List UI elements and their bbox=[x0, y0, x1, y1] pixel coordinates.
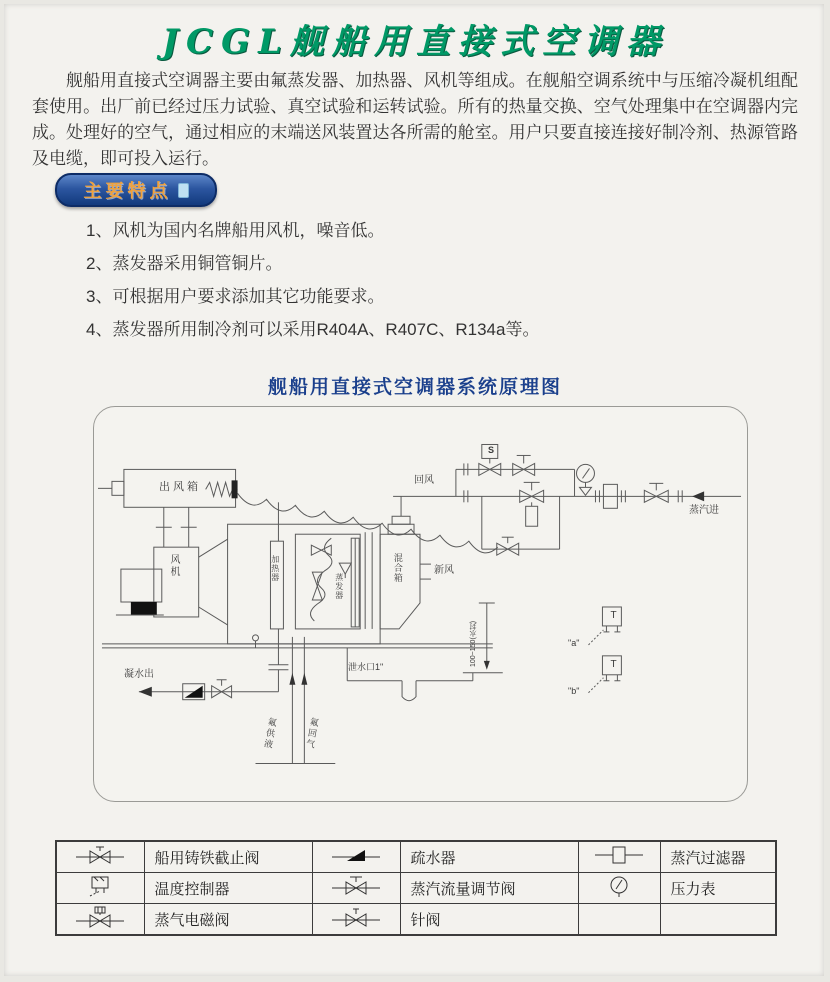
thermostat-t-symbol: T bbox=[610, 610, 617, 621]
label-fresh-air: 新风 bbox=[434, 565, 454, 576]
label-outlet-box: 出风箱 bbox=[159, 481, 201, 493]
steam-line bbox=[393, 444, 741, 555]
diagram-title: 舰船用直接式空调器系统原理图 bbox=[267, 377, 562, 398]
feature-item: 3、可根据用户要求添加其它功能要求。 bbox=[86, 287, 385, 306]
diagram-drawing bbox=[94, 407, 747, 799]
label-condensate-out: 凝水出 bbox=[124, 669, 154, 680]
stop-valve-icon bbox=[56, 841, 144, 873]
intro-paragraph: 舰船用直接式空调器主要由氟蒸发器、加热器、风机等组成。在舰船空调系统中与压缩冷凝机组配套使用。出厂前已经过压力试验、真空试验和运转试验。所有的热量交换、空气处理集中在空调器内完成。处理好的空气，通过相应的末端送风装置达各所需的舱室。用户只要直接连接好制冷剂、热源管路及电缆，即可投入运行。 bbox=[32, 71, 798, 168]
steam-in-arrow bbox=[692, 491, 704, 501]
legend-label: 蒸汽流量调节阀 bbox=[400, 873, 578, 904]
legend-label: 压力表 bbox=[660, 873, 776, 904]
legend-table bbox=[55, 840, 777, 936]
label-return-air: 回风 bbox=[414, 475, 434, 486]
steam-filter-icon bbox=[578, 841, 660, 873]
thermostat-t-symbol: T bbox=[610, 659, 617, 670]
feature-item: 1、风机为国内名牌船用风机，噪音低。 bbox=[86, 221, 385, 240]
badge-ornament-icon bbox=[178, 183, 189, 198]
flow-control-valve-shape bbox=[520, 482, 544, 526]
unit-casing bbox=[228, 524, 381, 644]
steam-hose bbox=[238, 493, 498, 553]
lower-bypass-valve-shape bbox=[497, 537, 519, 555]
label-heater: 加热器 bbox=[270, 555, 280, 582]
label-gas-return: 氟回气 bbox=[304, 716, 320, 751]
legend-row bbox=[56, 873, 776, 904]
pressure-gauge-shape bbox=[577, 464, 595, 495]
feature-item: 2、蒸发器采用铜管铜片。 bbox=[86, 254, 283, 273]
features-badge-label: 主要特点 bbox=[83, 181, 172, 201]
legend-label: 温度控制器 bbox=[144, 873, 312, 904]
regulating-valve-icon bbox=[312, 873, 400, 904]
label-water-seal: 100~150(水封) bbox=[470, 620, 477, 667]
legend-empty-cell bbox=[578, 904, 660, 936]
label-steam-in: 蒸汽进 bbox=[689, 505, 719, 516]
legend-label bbox=[660, 904, 776, 936]
label-evaporator: 蒸发器 bbox=[334, 573, 344, 600]
legend-label: 蒸气电磁阀 bbox=[144, 904, 312, 936]
main-stop-valve-shape bbox=[644, 483, 668, 502]
legend-label: 针阀 bbox=[400, 904, 578, 936]
pressure-gauge-icon bbox=[578, 873, 660, 904]
needle-valve-icon bbox=[312, 904, 400, 936]
label-liquid-supply: 氟供液 bbox=[262, 716, 278, 751]
label-fan: 风机 bbox=[168, 554, 179, 578]
label-drain-port: 泄水口1" bbox=[348, 662, 384, 672]
bypass-stop-valve-shape bbox=[513, 455, 535, 475]
solenoid-s-symbol: S bbox=[487, 445, 494, 455]
page-title: JCGL舰船用直接式空调器 bbox=[161, 22, 669, 62]
steam-trap-icon bbox=[312, 841, 400, 873]
system-diagram bbox=[93, 406, 748, 802]
label-thermo-a: "a" bbox=[568, 638, 580, 648]
feature-item: 4、蒸发器所用制冷剂可以采用R404A、R407C、R134a等。 bbox=[86, 320, 540, 339]
solenoid-valve-icon bbox=[56, 904, 144, 936]
label-mixing-box: 混合箱 bbox=[392, 553, 403, 583]
legend-row bbox=[56, 841, 776, 873]
features-list bbox=[86, 214, 706, 346]
legend-row bbox=[56, 904, 776, 936]
features-badge bbox=[55, 173, 217, 207]
legend-label: 蒸汽过滤器 bbox=[660, 841, 776, 873]
legend-label: 船用铸铁截止阀 bbox=[144, 841, 312, 873]
temperature-controller-icon bbox=[56, 873, 144, 904]
evaporator-shape bbox=[295, 534, 360, 629]
condensate-line bbox=[139, 629, 289, 700]
drain-line bbox=[347, 603, 503, 701]
label-thermo-b: "b" bbox=[568, 686, 580, 696]
legend-label: 疏水器 bbox=[400, 841, 578, 873]
